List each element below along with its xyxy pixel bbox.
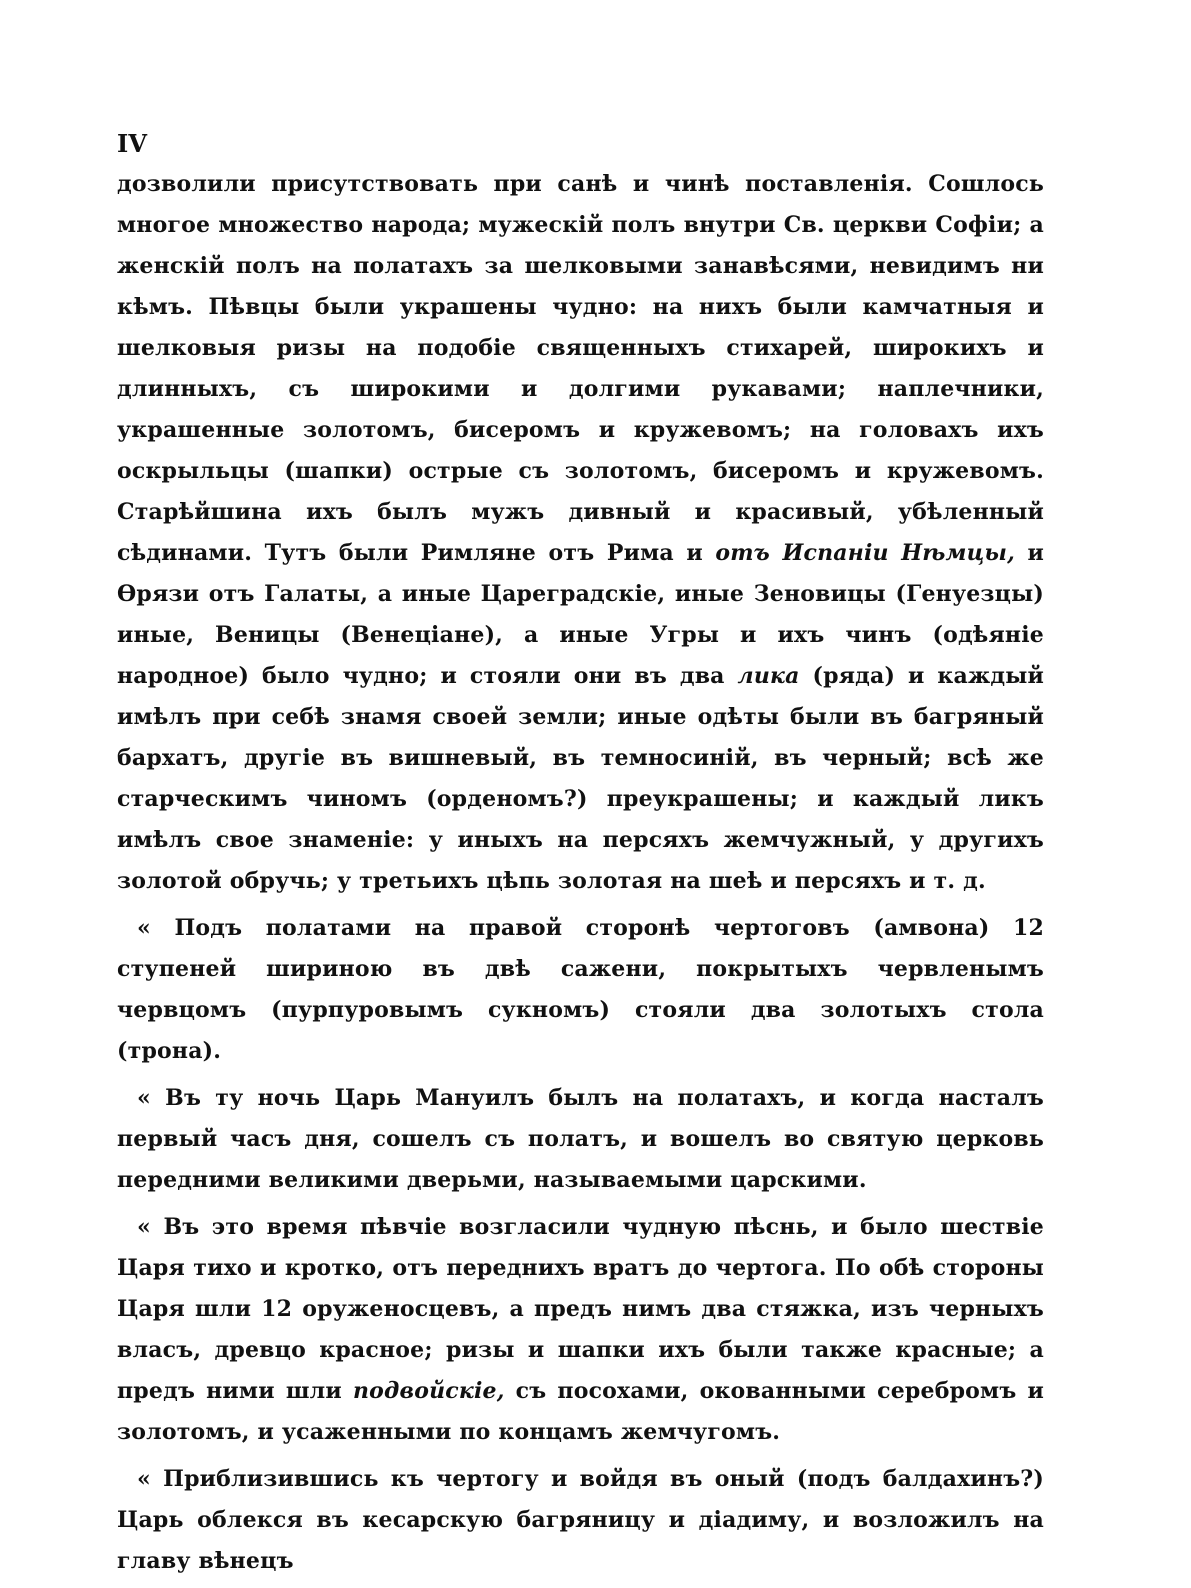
paragraph-coronation: « Приблизившись къ чертогу и войдя въ оный (подъ балдахинъ?) Царь облекся въ кесарскую багряницу и діадиму, и возложилъ на главу вѣнецъ (117, 1466, 1044, 1574)
paragraph-text: и Ѳрязи отъ Галаты, а иные Цареградскіе, иные Зеновицы (Генуезцы) иные, Веницы (Венеціане), а иные Угры и ихъ чинъ (одѣяніе народное) было чудно; и стояли они въ два (117, 540, 1044, 689)
italic-word: лика (737, 663, 800, 689)
paragraph-tsar-entry: « Въ ту ночь Царь Мануилъ былъ на полатахъ, и когда насталъ первый часъ дня, сошелъ съ полатъ, и вошелъ во святую церковь передними великими дверьми, называемыми царскими. (117, 1085, 1044, 1193)
paragraph-procession (117, 1207, 1044, 1453)
italic-word: подвойскіе, (352, 1378, 505, 1404)
paragraph-text: (ряда) и каждый имѣлъ при себѣ знамя своей земли; иные одѣты были въ багряный бархатъ, другіе въ вишневый, въ темносиній, въ черный; всѣ же старческимъ чиномъ (орденомъ?) преукрашены; и каждый ликъ имѣлъ свое знаменіе: у иныхъ на персяхъ жемчужный, у другихъ золотой обручь; у третьихъ цѣпь золотая на шеѣ и персяхъ и т. д. (117, 663, 1044, 894)
paragraph-text: « Въ это время пѣвчіе возгласили чудную пѣснь, и было шествіе Царя тихо и кротко, отъ переднихъ вратъ до чертога. По обѣ стороны Царя шли 12 оруженосцевъ, а предъ нимъ два стяжка, изъ черныхъ власъ, древцо красное; ризы и шапки ихъ были также красные; а предъ ними шли (117, 1214, 1044, 1404)
book-page (117, 128, 1044, 1582)
paragraph-text: съ посохами, окованными серебромъ и золотомъ, и усаженными по концамъ жемчугомъ. (117, 1378, 1045, 1445)
italic-phrase: отъ Испаніи Нѣмцы, (715, 540, 1015, 566)
paragraph-text: дозволили присутствовать при санѣ и чинѣ поставленія. Сошлось многое множество народа; мужескій полъ внутри Св. церкви Софіи; а женскій полъ на полатахъ за шелковыми занавѣсями, невидимъ ни кѣмъ. Пѣвцы были украшены чудно: на нихъ были камчатныя и шелковыя ризы на подобіе священныхъ стихарей, широкихъ и длинныхъ, съ широкими и долгими рукавами; наплечники, украшенные золотомъ, бисеромъ и кружевомъ; на головахъ ихъ оскрыльцы (шапки) острые съ золотомъ, бисеромъ и кружевомъ. Старѣйшина ихъ былъ мужъ дивный и красивый, убѣленный сѣдинами. Тутъ были Римляне отъ Рима и (117, 171, 1044, 566)
paragraph-ceremony-description (117, 164, 1044, 902)
paragraph-thrones: « Подъ полатами на правой сторонѣ чертоговъ (амвона) 12 ступеней шириною въ двѣ сажени, покрытыхъ червленымъ червцомъ (пурпуровымъ сукномъ) стояли два золотыхъ стола (трона). (117, 915, 1044, 1064)
page-number: IV (117, 129, 148, 158)
